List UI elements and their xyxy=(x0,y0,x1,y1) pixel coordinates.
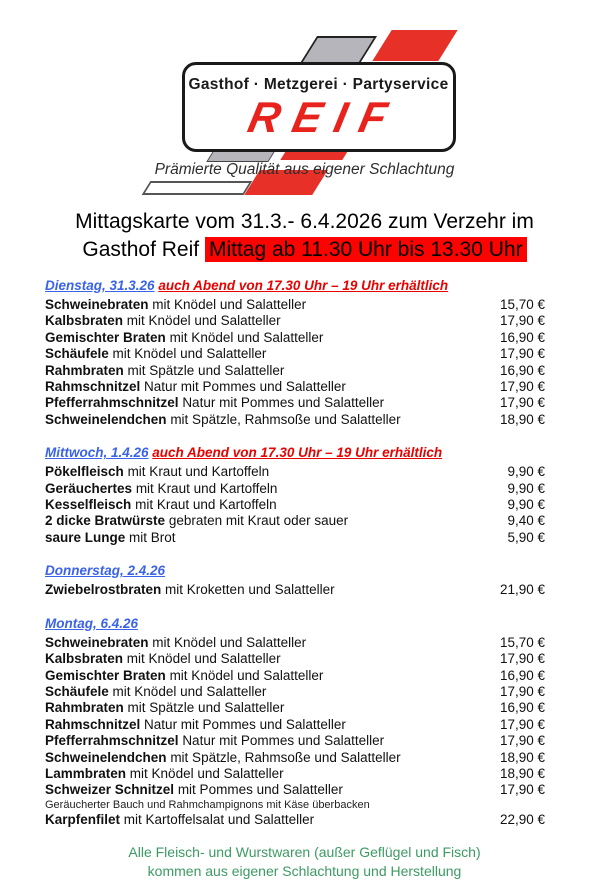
item-desc: mit Knödel und Salatteller xyxy=(152,297,307,312)
item-price: 17,90 € xyxy=(499,782,545,798)
item-name: Geräuchertes xyxy=(45,480,133,496)
item-price: 16,90 € xyxy=(499,362,545,378)
item-desc: Natur mit Pommes und Salatteller xyxy=(182,733,385,749)
title-line1: Mittagskarte vom 31.3.- 6.4.2026 zum Verzehr im xyxy=(75,210,534,233)
item-price: 21,90 € xyxy=(499,582,545,598)
title-line2 xyxy=(0,236,609,264)
menu-item-text xyxy=(45,582,500,598)
item-price: 17,90 € xyxy=(499,379,545,395)
menu-item-row xyxy=(45,497,545,513)
menu-item-text xyxy=(45,700,500,716)
item-desc: mit Spätzle, Rahmsoße und Salatteller xyxy=(170,411,401,427)
item-name: Rahmschnitzel xyxy=(45,716,141,732)
item-price: 15,70 € xyxy=(499,297,545,312)
menu-item-row xyxy=(45,717,545,733)
menu-item-row xyxy=(45,313,545,329)
title-line2-prefix: Gasthof Reif xyxy=(82,238,200,261)
item-name: Karpfenfilet xyxy=(45,812,121,828)
page-title xyxy=(0,208,609,264)
logo-brand-text: REIF xyxy=(243,94,404,142)
logo-gray-parallelogram-top xyxy=(298,36,376,65)
menu-item-row xyxy=(45,297,545,313)
menu-item-row xyxy=(45,330,545,346)
item-desc: mit Spätzle, Rahmsoße und Salatteller xyxy=(170,749,401,765)
menu-item-text xyxy=(45,530,507,546)
item-desc: mit Pommes und Salatteller xyxy=(177,782,343,798)
item-desc: mit Knödel und Salatteller xyxy=(126,651,281,667)
item-name: Schweinelendchen xyxy=(45,749,167,765)
menu-item-text xyxy=(45,812,500,828)
menu-section xyxy=(45,278,545,428)
item-price: 17,90 € xyxy=(499,716,545,732)
item-desc: mit Knödel und Salatteller xyxy=(169,667,324,683)
logo-tagline-text: Prämierte Qualität aus eigener Schlachtung xyxy=(154,161,455,178)
item-desc: Natur mit Pommes und Salatteller xyxy=(144,716,346,732)
menu-item-text xyxy=(45,464,507,480)
item-price: 17,90 € xyxy=(499,683,545,699)
item-price: 17,90 € xyxy=(499,346,545,362)
menu-item-text xyxy=(45,297,500,313)
item-price: 16,90 € xyxy=(499,700,545,716)
item-price: 16,90 € xyxy=(499,667,545,683)
section-items xyxy=(45,582,545,598)
item-name: Gemischter Braten xyxy=(45,667,166,683)
footer-line1: Alle Fleisch- und Wurstwaren (außer Geflügel und Fisch) xyxy=(128,843,481,860)
item-desc: mit Kartoffelsalat und Salatteller xyxy=(123,812,315,828)
item-price: 17,90 € xyxy=(499,313,545,329)
menu-item-row xyxy=(45,635,545,651)
item-price: 17,90 € xyxy=(499,733,545,749)
item-name: Kesselfleisch xyxy=(45,497,132,513)
item-price: 18,90 € xyxy=(499,765,545,781)
item-name: saure Lunge xyxy=(45,529,126,545)
item-name: Pfefferrahmschnitzel xyxy=(45,733,179,749)
item-name: Pökelfleisch xyxy=(45,464,124,480)
menu-item-text xyxy=(45,346,500,362)
menu-section xyxy=(45,445,545,546)
menu-item-text xyxy=(45,379,500,395)
section-header xyxy=(45,563,545,579)
item-name: Schweinebraten xyxy=(45,297,149,312)
menu-section xyxy=(45,563,545,598)
menu-item-text xyxy=(45,717,500,733)
menu-item-text xyxy=(45,497,507,513)
logo-services-text: Gasthof · Metzgerei · Partyservice xyxy=(188,76,449,93)
menu-item-text xyxy=(45,513,507,529)
menu-item-text xyxy=(45,412,500,428)
item-name: 2 dicke Bratwürste xyxy=(45,513,166,529)
menu-item-text xyxy=(45,782,500,812)
menu-item-row xyxy=(45,363,545,379)
section-header xyxy=(45,445,545,461)
item-name: Rahmschnitzel xyxy=(45,379,141,395)
menu-item-row xyxy=(45,684,545,700)
item-name: Schweinebraten xyxy=(45,634,149,650)
section-day: Montag, 6.4.26 xyxy=(45,615,139,631)
menu-item-row xyxy=(45,733,545,749)
menu-item-text xyxy=(45,395,500,411)
item-name: Pfefferrahmschnitzel xyxy=(45,395,179,411)
menu-item-row xyxy=(45,379,545,395)
section-items xyxy=(45,635,545,829)
item-name: Kalbsbraten xyxy=(45,651,124,667)
item-price: 18,90 € xyxy=(499,749,545,765)
section-items xyxy=(45,297,545,428)
item-desc: mit Spätzle und Salatteller xyxy=(127,700,285,716)
menu-item-row xyxy=(45,812,545,828)
reif-logo xyxy=(144,24,466,196)
menu-item-text xyxy=(45,363,500,379)
menu-sections xyxy=(45,278,545,829)
section-day: Dienstag, 31.3.26 xyxy=(45,278,155,293)
section-day: Mittwoch, 1.4.26 xyxy=(45,445,149,461)
menu-section xyxy=(45,616,545,829)
menu-item-row xyxy=(45,582,545,598)
footer-note xyxy=(0,843,609,881)
item-name: Kalbsbraten xyxy=(45,313,124,329)
menu-item-row xyxy=(45,513,545,529)
section-day: Donnerstag, 2.4.26 xyxy=(45,563,166,579)
item-name: Lammbraten xyxy=(45,765,127,781)
item-desc: mit Kraut und Kartoffeln xyxy=(135,480,278,496)
menu-item-row xyxy=(45,668,545,684)
item-desc: Natur mit Pommes und Salatteller xyxy=(144,379,346,395)
item-name: Schweizer Schnitzel xyxy=(45,782,175,798)
item-desc: mit Knödel und Salatteller xyxy=(112,346,267,362)
section-header xyxy=(45,616,545,632)
item-subnote: Geräucherter Bauch und Rahmchampignons mit Käse überbacken xyxy=(45,798,370,811)
item-name: Rahmbraten xyxy=(45,362,124,378)
menu-item-text xyxy=(45,766,500,782)
item-desc: mit Knödel und Salatteller xyxy=(112,683,267,699)
menu-item-text xyxy=(45,733,500,749)
section-note: auch Abend von 17.30 Uhr – 19 Uhr erhältlich xyxy=(152,445,443,461)
item-price: 9,90 € xyxy=(507,497,545,513)
item-price: 22,90 € xyxy=(499,812,545,828)
menu-item-text xyxy=(45,330,500,346)
section-items xyxy=(45,464,545,546)
menu-item-row xyxy=(45,651,545,667)
menu-item-row xyxy=(45,530,545,546)
item-desc: gebraten mit Kraut oder sauer xyxy=(168,513,349,529)
logo-box xyxy=(182,62,456,152)
footer-line2: kommen aus eigener Schlachtung und Herstellung xyxy=(147,862,462,879)
section-header xyxy=(45,278,545,294)
menu-item-text xyxy=(45,750,500,766)
item-desc: mit Kroketten und Salatteller xyxy=(165,582,335,598)
menu-item-text xyxy=(45,684,500,700)
item-price: 18,90 € xyxy=(499,411,545,427)
item-name: Schäufele xyxy=(45,683,109,699)
item-name: Rahmbraten xyxy=(45,700,124,716)
menu-item-row xyxy=(45,782,545,812)
item-name: Zwiebelrostbraten xyxy=(45,582,162,598)
item-price: 9,90 € xyxy=(507,480,545,496)
menu-item-text xyxy=(45,668,500,684)
menu-item-row xyxy=(45,464,545,480)
menu-item-row xyxy=(45,346,545,362)
item-desc: mit Knödel und Salatteller xyxy=(126,313,281,329)
menu-item-row xyxy=(45,412,545,428)
menu-item-row xyxy=(45,700,545,716)
menu-item-row xyxy=(45,750,545,766)
item-price: 17,90 € xyxy=(499,651,545,667)
menu-item-row xyxy=(45,766,545,782)
logo-gray-parallelogram-bottom xyxy=(141,181,252,195)
item-name: Schäufele xyxy=(45,346,109,362)
menu-item-row xyxy=(45,481,545,497)
item-name: Gemischter Braten xyxy=(45,329,166,345)
item-desc: mit Knödel und Salatteller xyxy=(169,329,324,345)
item-price: 9,40 € xyxy=(507,513,545,529)
item-desc: mit Spätzle und Salatteller xyxy=(127,362,285,378)
item-desc: mit Kraut und Kartoffeln xyxy=(127,464,270,480)
item-price: 5,90 € xyxy=(507,529,545,545)
item-price: 16,90 € xyxy=(499,329,545,345)
menu-item-text xyxy=(45,481,507,497)
menu-item-text xyxy=(45,313,500,329)
item-desc: mit Kraut und Kartoffeln xyxy=(135,497,277,513)
item-price: 17,90 € xyxy=(499,395,545,411)
title-hours-highlight: Mittag ab 11.30 Uhr bis 13.30 Uhr xyxy=(205,237,527,262)
item-desc: mit Brot xyxy=(129,529,176,545)
menu-item-row xyxy=(45,395,545,411)
menu-item-text xyxy=(45,651,500,667)
item-desc: Natur mit Pommes und Salatteller xyxy=(182,395,385,411)
section-note: auch Abend von 17.30 Uhr – 19 Uhr erhältlich xyxy=(158,278,449,293)
item-desc: mit Knödel und Salatteller xyxy=(152,634,307,650)
item-name: Schweinelendchen xyxy=(45,411,167,427)
item-price: 9,90 € xyxy=(507,464,545,480)
menu-item-text xyxy=(45,635,500,651)
item-desc: mit Knödel und Salatteller xyxy=(129,765,284,781)
logo-red-parallelogram-top xyxy=(372,30,457,61)
item-price: 15,70 € xyxy=(499,634,545,650)
